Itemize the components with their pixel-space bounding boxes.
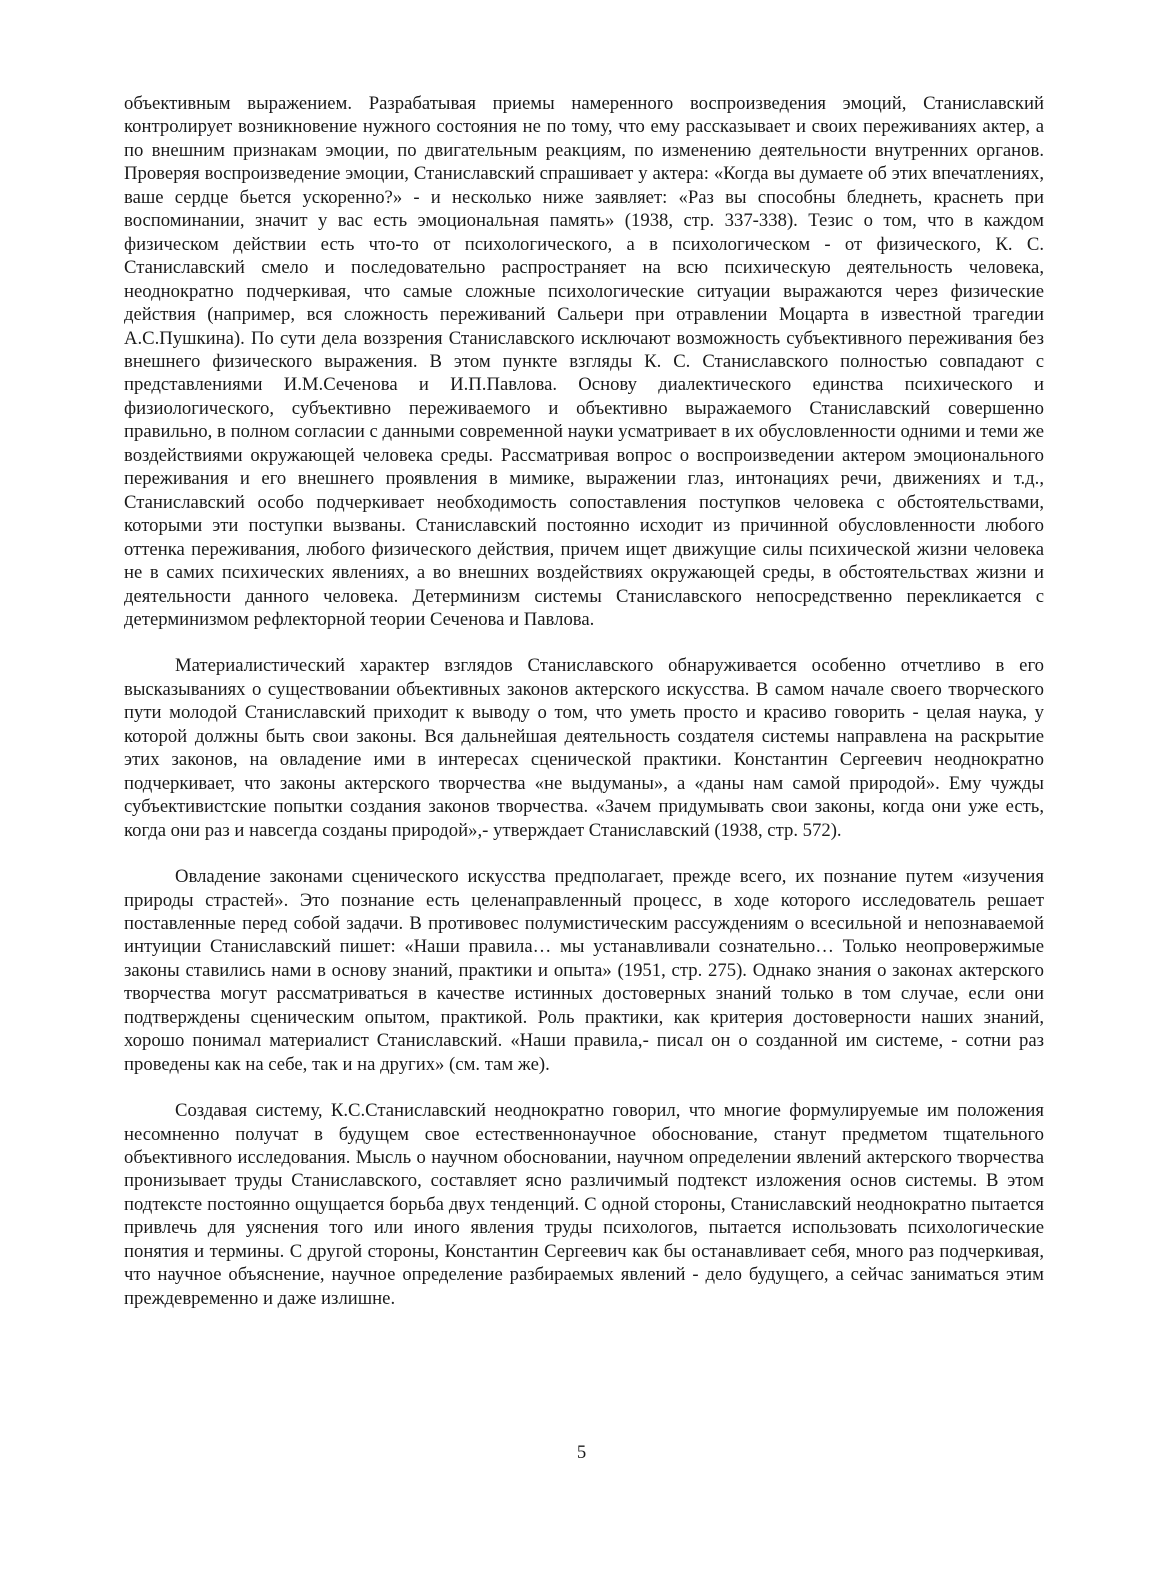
paragraph-2: Материалистический характер взглядов Станиславского обнаруживается особенно отчетливо в его высказываниях о существовании объективных законов актерского искусства. В самом начале своего творческого пути молодой Станиславский приходит к выводу о том, что уметь просто и красиво говорить - целая наука, у которой должны быть свои законы. Вся дальнейшая деятельность создателя системы направлена на раскрытие этих законов, на овладение ими в интересах сценической практики. Константин Сергеевич неоднократно подчеркивает, что законы актерского творчества «не выдуманы», а «даны нам самой природой». Ему чужды субъективистские попытки создания законов творчества. «Зачем придумывать свои законы, когда они уже есть, когда они раз и навсегда созданы природой»,- утверждает Станиславский (1938, стр. 572). — [124, 655, 1044, 841]
paragraph-4: Создавая систему, К.С.Станиславский неоднократно говорил, что многие формулируемые им положения несомненно получат в будущем свое естественнонаучное обоснование, станут предметом тщательного объективного исследования. Мысль о научном обосновании, научном определении явлений актерского творчества пронизывает труды Станиславского, составляет ясно различимый подтекст изложения основ системы. В этом подтексте постоянно ощущается борьба двух тенденций. С одной стороны, Станиславский неоднократно пытается привлечь для уяснения того или иного явления труды психологов, пытается использовать психологические понятия и термины. С другой стороны, Константин Сергеевич как бы останавливает себя, много раз подчеркивая, что научное объяснение, научное определение разбираемых явлений - дело будущего, а сейчас заниматься этим преждевременно и даже излишне. — [124, 1100, 1044, 1309]
paragraph-3: Овладение законами сценического искусства предполагает, прежде всего, их познание путем «изучения природы страстей». Это познание есть целенаправленный процесс, в ходе которого исследователь решает поставленные перед собой задачи. В противовес полумистическим рассуждениям о всесильной и непознаваемой интуиции Станиславский пишет: «Наши правила… мы устанавливали сознательно… Только неопровержимые законы ставились нами в основу знаний, практики и опыта» (1951, стр. 275). Однако знания о законах актерского творчества могут рассматриваться в качестве истинных достоверных знаний только в том случае, если они подтверждены сценическим опытом, практикой. Роль практики, как критерия достоверности наших знаний, хорошо понимал материалист Станиславский. «Наши правила,- писал он о созданной им системе, - сотни раз проведены как на себе, так и на других» (см. там же). — [124, 866, 1044, 1075]
document-page — [124, 92, 1044, 1310]
paragraph-1: объективным выражением. Разрабатывая приемы намеренного воспроизведения эмоций, Станиславский контролирует возникновение нужного состояния не по тому, что ему рассказывает и своих переживаниях актер, а по внешним признакам эмоции, по двигательным реакциям, по изменению деятельности внутренних органов. Проверяя воспроизведение эмоции, Станиславский спрашивает у актера: «Когда вы думаете об этих впечатлениях, ваше сердце бьется ускоренно?» - и несколько ниже заявляет: «Раз вы способны бледнеть, краснеть при воспоминании, значит у вас есть эмоциональная память» (1938, стр. 337-338). Тезис о том, что в каждом физическом действии есть что-то от психологического, а в психологическом - от физического, К. С. Станиславский смело и последовательно распространяет на всю психическую деятельность человека, неоднократно подчеркивая, что самые сложные психологические ситуации выражаются через физические действия (например, вся сложность переживаний Сальери при отравлении Моцарта в известной трагедии А.С.Пушкина). По сути дела воззрения Станиславского исключают возможность субъективного переживания без внешнего физического выражения. В этом пункте взгляды К. С. Станиславского полностью совпадают с представлениями И.М.Сеченова и И.П.Павлова. Основу диалектического единства психического и физиологического, субъективно переживаемого и объективно выражаемого Станиславский совершенно правильно, в полном согласии с данными современной науки усматривает в их обусловленности одними и теми же воздействиями окружающей человека среды. Рассматривая вопрос о воспроизведении актером эмоционального переживания и его внешнего проявления в мимике, выражении глаз, интонациях речи, движениях и т.д., Станиславский особо подчеркивает необходимость сопоставления поступков человека с обстоятельствами, которыми эти поступки вызваны. Станиславский постоянно исходит из причинной обусловленности любого оттенка переживания, любого физического действия, причем ищет движущие силы психической жизни человека не в самих психических явлениях, а во внешних воздействиях окружающей среды, в обстоятельствах жизни и деятельности данного человека. Детерминизм системы Станиславского непосредственно перекликается с детерминизмом рефлекторной теории Сеченова и Павлова. — [124, 93, 1044, 630]
page-number: 5 — [576, 1442, 587, 1463]
